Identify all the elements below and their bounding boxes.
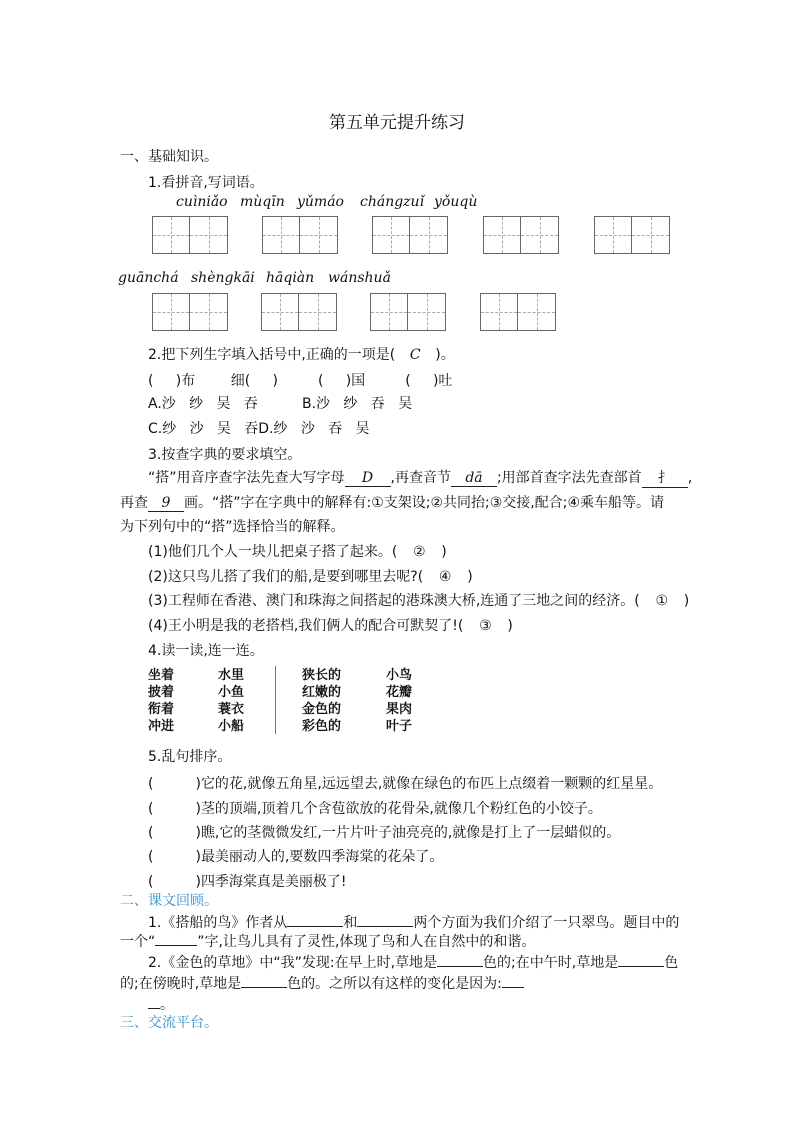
- order-blank[interactable]: ( ): [148, 825, 201, 841]
- writing-grid[interactable]: [152, 216, 228, 254]
- q3-line1: [148, 467, 692, 488]
- match-item[interactable]: 坐着: [148, 668, 175, 683]
- s2-text: 色: [664, 955, 679, 971]
- q2-prompt: [148, 344, 455, 364]
- q3-blank-strokes: 9: [148, 495, 184, 512]
- s2-q2-line1: [148, 952, 678, 972]
- q3-text: 画。“搭”字在字典中的解释有:①支架设;②共同抬;③交接,配合;④乘车船等。请: [184, 495, 665, 511]
- match-item[interactable]: 红嫩的: [302, 685, 342, 700]
- q3-blank-letter: D: [345, 470, 391, 487]
- fill-blank[interactable]: [241, 987, 287, 988]
- writing-grid[interactable]: [262, 216, 338, 254]
- s2-text: 。: [160, 997, 174, 1013]
- q5-sentence: [148, 846, 443, 866]
- pinyin-label: yǔmáo: [297, 194, 344, 210]
- fill-blank[interactable]: [437, 966, 483, 967]
- pinyin-label: shèngkāi: [191, 270, 255, 286]
- writing-grid[interactable]: [372, 216, 448, 254]
- q3-item-text: (1)他们几个人一块儿把桌子搭了起来。(: [148, 544, 398, 560]
- s2-q2-line2: [120, 973, 524, 993]
- section-heading-basic: 一、基础知识。: [120, 149, 218, 165]
- s2-text: 两个方面为我们介绍了一只翠鸟。题目中的: [413, 915, 680, 931]
- q3-item: [148, 566, 473, 586]
- q3-text: ;用部首查字法先查部首: [496, 470, 642, 486]
- q5-sentence: [148, 798, 602, 818]
- q1-prompt: 1.看拼音,写词语。: [148, 175, 264, 191]
- s2-q1-line1: [148, 912, 679, 932]
- s2-text: 色的;在中午时,草地是: [483, 955, 619, 971]
- writing-grid[interactable]: [370, 293, 446, 331]
- match-item[interactable]: 衔着: [148, 702, 175, 717]
- q5-sentence-text: 最美丽动人的,要数四季海棠的花朵了。: [200, 849, 444, 865]
- q3-line2: [120, 492, 664, 512]
- q3-item-answer: ①: [655, 593, 669, 609]
- match-item[interactable]: 彩色的: [302, 719, 342, 734]
- q3-item-answer: ②: [413, 544, 426, 560]
- s2-q2-line3: [148, 994, 174, 1014]
- order-blank[interactable]: ( ): [148, 801, 201, 817]
- q5-sentence-text: 茎的顶端,顶着几个含苞欲放的花骨朵,就像几个粉红色的小饺子。: [200, 801, 602, 817]
- s2-text: 1.《搭船的鸟》作者从: [148, 915, 288, 931]
- order-blank[interactable]: ( ): [148, 874, 201, 890]
- s2-text: 一个“: [120, 934, 156, 950]
- pinyin-label: guānchá: [118, 270, 179, 286]
- match-divider: [275, 666, 276, 734]
- q3-text: 再查: [120, 495, 148, 511]
- q5-sentence: [148, 822, 620, 842]
- q2-answer: C: [409, 347, 421, 363]
- q5-sentence: [148, 871, 347, 891]
- q5-prompt: 5.乱句排序。: [148, 749, 232, 765]
- writing-grid[interactable]: [483, 216, 559, 254]
- q5-sentence: [148, 773, 662, 793]
- s2-text: 的;在傍晚时,草地是: [120, 976, 242, 992]
- match-column-nouns: [386, 667, 412, 735]
- fill-blank[interactable]: [155, 945, 197, 946]
- q3-item-text: (4)王小明是我的老搭档,我们俩人的配合可默契了!(: [148, 618, 464, 634]
- s2-text: 色的。之所以有这样的变化是因为:: [287, 976, 502, 992]
- q5-sentence-text: 它的花,就像五角星,远远望去,就像在绿色的布匹上点缀着一颗颗的红星星。: [200, 776, 663, 792]
- pinyin-label: cuìniǎo: [176, 194, 228, 210]
- q2-blanks-line: ( )布 细( ) ( )国 ( )吐: [148, 373, 453, 389]
- pinyin-label: wánshuǎ: [328, 270, 391, 286]
- order-blank[interactable]: ( ): [148, 849, 201, 865]
- match-item[interactable]: 小鸟: [386, 668, 413, 683]
- section-heading-exchange: 三、交流平台。: [120, 1015, 218, 1031]
- section-heading-review: 二、课文回顾。: [120, 893, 218, 909]
- writing-grid[interactable]: [261, 293, 337, 331]
- writing-grid[interactable]: [594, 216, 670, 254]
- q3-line3: 为下列句中的“搭”选择恰当的解释。: [120, 519, 345, 535]
- q3-item: [148, 541, 447, 561]
- match-column-adjectives: [302, 667, 341, 735]
- q4-prompt: 4.读一读,连一连。: [148, 643, 264, 659]
- pinyin-label: yǒuqù: [434, 194, 478, 210]
- q2-prompt-text: 2.把下列生字填入括号中,正确的一项是(: [148, 347, 396, 363]
- q3-item: [148, 590, 689, 610]
- q3-text: “搭”用音序查字法先查大写字母: [148, 470, 345, 486]
- s2-text: ”字,让鸟儿具有了灵性,体现了鸟和人在自然中的和谐。: [197, 934, 536, 950]
- writing-grid[interactable]: [480, 293, 556, 331]
- match-item[interactable]: 小鱼: [218, 685, 245, 700]
- q3-prompt: 3.按查字典的要求填空。: [148, 447, 302, 463]
- q3-item-text: (3)工程师在香港、澳门和珠海之间搭起的港珠澳大桥,连通了三地之间的经济。(: [148, 593, 640, 609]
- q3-item: [148, 615, 513, 635]
- writing-grid[interactable]: [152, 293, 228, 331]
- match-item[interactable]: 果肉: [386, 702, 413, 717]
- s2-text: 和: [343, 915, 358, 931]
- q3-item-answer: ④: [438, 569, 452, 585]
- pinyin-label: hāqiàn: [266, 270, 315, 286]
- order-blank[interactable]: ( ): [148, 776, 201, 792]
- match-item[interactable]: 水里: [218, 668, 245, 683]
- pinyin-label: chángzuǐ: [360, 194, 425, 210]
- match-column-verbs: [148, 667, 174, 735]
- q3-item-answer: ③: [479, 618, 492, 634]
- q3-item-end: ): [467, 569, 473, 585]
- q2-option-cd: C.纱 沙 吴 吞D.纱 沙 吞 吴: [148, 421, 370, 437]
- fill-blank[interactable]: [502, 987, 524, 988]
- q5-sentence-text: 瞧,它的茎微微发红,一片片叶子油亮亮的,就像是打上了一层蜡似的。: [200, 825, 621, 841]
- match-item[interactable]: 蓑衣: [218, 702, 245, 717]
- q3-blank-radical: 扌: [642, 467, 688, 488]
- q5-sentence-text: 四季海棠真是美丽极了!: [200, 874, 347, 890]
- s2-q1-line2: [120, 931, 535, 951]
- match-item[interactable]: 金色的: [302, 702, 342, 717]
- q3-text: ,: [687, 470, 693, 486]
- match-item[interactable]: 冲进: [148, 719, 175, 734]
- s2-text: 2.《金色的草地》中“我”发现:在早上时,草地是: [148, 955, 438, 971]
- match-item[interactable]: 小船: [218, 719, 245, 734]
- page-title: 第五单元提升练习: [329, 113, 465, 133]
- q3-blank-syllable: dā: [451, 470, 497, 487]
- match-item[interactable]: 披着: [148, 685, 175, 700]
- q2-prompt-end: )。: [435, 347, 455, 363]
- fill-blank[interactable]: [148, 1008, 160, 1009]
- q3-item-end: ): [507, 618, 513, 634]
- match-item[interactable]: 叶子: [386, 719, 413, 734]
- match-item[interactable]: 狭长的: [302, 668, 342, 683]
- fill-blank[interactable]: [618, 966, 664, 967]
- q2-option-b: B.沙 纱 吞 吴: [302, 396, 413, 412]
- q3-item-end: ): [441, 544, 447, 560]
- q3-item-end: ): [683, 593, 690, 609]
- match-column-objects: [218, 667, 244, 735]
- match-item[interactable]: 花瓣: [386, 685, 413, 700]
- pinyin-label: mùqīn: [240, 194, 285, 210]
- q2-option-a: A.沙 纱 吴 吞: [148, 396, 258, 412]
- fill-blank[interactable]: [357, 926, 413, 927]
- q3-item-text: (2)这只鸟儿搭了我们的船,是要到哪里去呢?(: [148, 569, 424, 585]
- q3-text: ,再查音节: [390, 470, 451, 486]
- fill-blank[interactable]: [287, 926, 343, 927]
